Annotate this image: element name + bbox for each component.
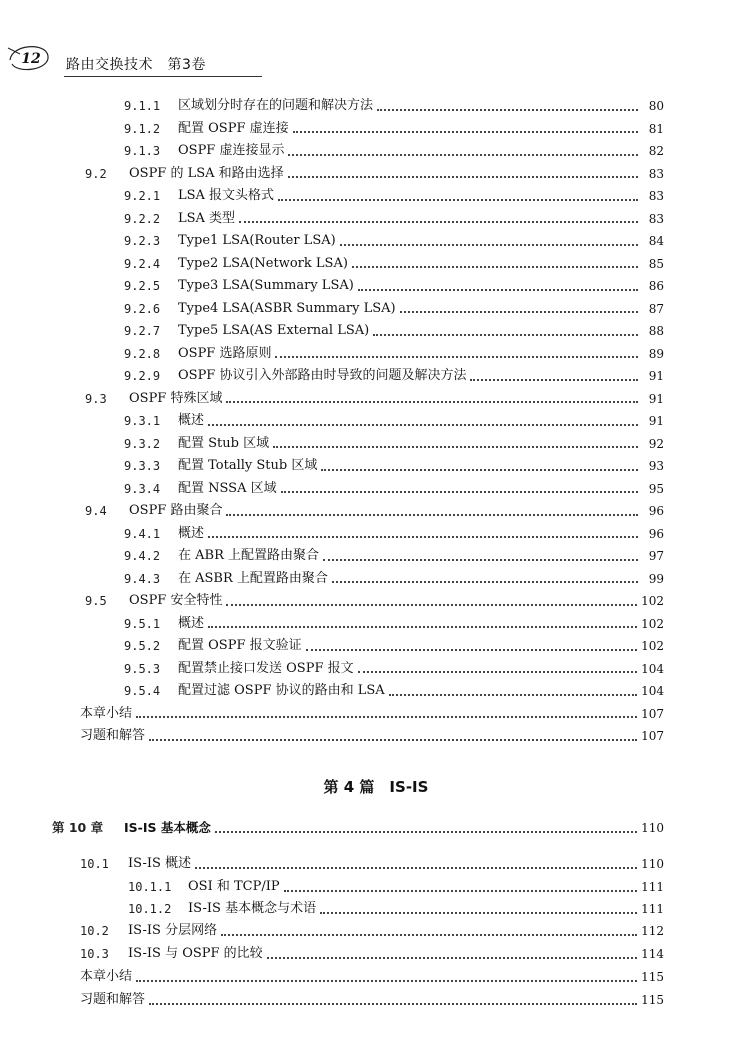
toc-entry-title: IS-IS 分层网络 bbox=[128, 923, 218, 938]
toc-entry bbox=[124, 434, 664, 454]
toc-entry bbox=[124, 411, 664, 431]
toc-entry-number: 10.3 bbox=[80, 947, 109, 961]
toc-entry-page: 93 bbox=[648, 459, 664, 473]
toc-entry-title: 在 ABR 上配置路由聚合 bbox=[178, 548, 319, 563]
toc-entry-number: 9.2 bbox=[85, 166, 107, 181]
toc-entry bbox=[80, 726, 664, 746]
toc-entry-number: 10.1.1 bbox=[128, 880, 172, 894]
toc-entry-page: 87 bbox=[648, 301, 664, 316]
dot-leader bbox=[293, 130, 638, 133]
toc-entry bbox=[124, 276, 664, 296]
toc-entry-title: Type2 LSA(Network LSA) bbox=[178, 255, 348, 271]
toc-entry-title: 在 ASBR 上配置路由聚合 bbox=[178, 570, 328, 586]
toc-entry bbox=[124, 186, 664, 206]
toc-entry-number: 9.2.7 bbox=[124, 324, 161, 338]
dot-leader bbox=[136, 715, 637, 718]
toc-entry bbox=[85, 164, 664, 184]
toc-entry bbox=[80, 704, 664, 724]
toc-entry-title: 本章小结 bbox=[80, 705, 133, 721]
toc-entry bbox=[80, 854, 664, 874]
toc-entry-page: 91 bbox=[648, 391, 664, 406]
toc-entry bbox=[124, 231, 664, 251]
toc-entry-page: 104 bbox=[641, 684, 664, 698]
toc-entry-title: LSA 类型 bbox=[178, 210, 236, 226]
toc-entry-page: 107 bbox=[641, 706, 664, 721]
toc-entry-title: 本章小结 bbox=[80, 969, 133, 984]
toc-entry bbox=[124, 344, 664, 364]
toc-entry-title: Type3 LSA(Summary LSA) bbox=[178, 278, 354, 293]
toc-entry-page: 84 bbox=[648, 234, 664, 248]
toc-entry bbox=[124, 321, 664, 341]
toc-entry-page: 83 bbox=[648, 211, 664, 226]
toc-entry bbox=[85, 389, 664, 409]
toc-entry-number: 9.5.2 bbox=[124, 639, 161, 653]
toc-entry-number: 9.4 bbox=[85, 504, 107, 518]
toc-entry-page: 115 bbox=[641, 970, 664, 984]
dot-leader bbox=[470, 378, 638, 381]
dot-leader bbox=[149, 738, 637, 741]
toc-entry-title: 配置 Totally Stub 区域 bbox=[178, 458, 318, 473]
toc-entry bbox=[124, 96, 664, 116]
toc-entry-title: OSPF 选路原则 bbox=[178, 345, 272, 361]
toc-entry bbox=[124, 141, 664, 161]
dot-leader bbox=[306, 648, 637, 651]
toc-entry-title: IS-IS 与 OSPF 的比较 bbox=[128, 946, 263, 961]
dot-leader bbox=[267, 956, 637, 959]
toc-entry-number: 9.5.3 bbox=[124, 661, 161, 676]
toc-entry bbox=[124, 209, 664, 229]
header-rule bbox=[64, 76, 262, 77]
toc-entry-number: 9.4.2 bbox=[124, 549, 161, 563]
toc-entry-number: 9.4.1 bbox=[124, 526, 161, 541]
toc-entry-title: LSA 报文头格式 bbox=[178, 188, 275, 203]
toc-entry-page: 110 bbox=[641, 821, 664, 835]
dot-leader bbox=[389, 693, 637, 696]
dot-leader bbox=[284, 889, 638, 892]
toc-entry-title: 区域划分时存在的问题和解决方法 bbox=[178, 98, 374, 113]
toc-entry-title: 配置过滤 OSPF 协议的路由和 LSA bbox=[178, 683, 385, 698]
toc-entry-page: 110 bbox=[641, 857, 664, 871]
toc-entry-title: OSPF 的 LSA 和路由选择 bbox=[129, 165, 284, 181]
toc-entry-page: 111 bbox=[641, 902, 664, 916]
toc-entry-title: 配置 OSPF 虚连接 bbox=[178, 120, 289, 136]
dot-leader bbox=[323, 558, 638, 561]
dot-leader bbox=[208, 423, 638, 426]
toc-entry-page: 85 bbox=[648, 256, 664, 271]
toc-entry-number: 第 10 章 bbox=[52, 820, 104, 835]
toc-entry-page: 102 bbox=[641, 639, 664, 653]
toc-entry-page: 91 bbox=[648, 369, 664, 383]
toc-entry bbox=[124, 524, 664, 544]
dot-leader bbox=[340, 243, 638, 246]
toc-entry-title: 配置 Stub 区域 bbox=[178, 435, 270, 451]
dot-leader bbox=[373, 333, 638, 336]
toc-entry-page: 97 bbox=[648, 549, 664, 563]
page-number: 12 bbox=[21, 51, 41, 67]
toc-entry bbox=[80, 990, 664, 1010]
toc-entry-title: IS-IS 基本概念与术语 bbox=[188, 901, 317, 916]
toc-entry-number: 9.1.2 bbox=[124, 121, 161, 136]
toc-entry-page: 82 bbox=[648, 144, 664, 158]
toc-entry-page: 96 bbox=[648, 526, 664, 541]
toc-entry-page: 114 bbox=[641, 947, 664, 961]
dot-leader bbox=[195, 866, 637, 869]
toc-entry-page: 102 bbox=[641, 616, 664, 631]
toc-entry-title: OSPF 安全特性 bbox=[129, 593, 223, 608]
dot-leader bbox=[208, 625, 637, 628]
dot-leader bbox=[320, 911, 637, 914]
toc-entry bbox=[80, 944, 664, 964]
toc-entry-title: IS-IS 基本概念 bbox=[124, 820, 211, 835]
toc-entry-number: 9.3.1 bbox=[124, 414, 161, 428]
dot-leader bbox=[377, 108, 638, 111]
toc-entry-title: 概述 bbox=[178, 413, 205, 428]
dot-leader bbox=[136, 979, 637, 982]
toc-entry-title: Type5 LSA(AS External LSA) bbox=[178, 323, 370, 338]
toc-entry-number: 9.2.9 bbox=[124, 369, 161, 383]
toc-entry-title: 配置 OSPF 报文验证 bbox=[178, 638, 302, 653]
dot-leader bbox=[358, 670, 637, 673]
toc-entry-number: 9.5.4 bbox=[124, 684, 161, 698]
toc-entry-title: Type1 LSA(Router LSA) bbox=[178, 233, 336, 248]
toc-entry-title: OSPF 协议引入外部路由时导致的问题及解决方法 bbox=[178, 368, 467, 383]
toc-entry bbox=[80, 967, 664, 987]
toc-entry-title: OSPF 路由聚合 bbox=[129, 503, 223, 518]
toc-entry-page: 107 bbox=[641, 729, 664, 743]
page-header bbox=[0, 40, 300, 80]
toc-entry-title: IS-IS 概述 bbox=[128, 856, 192, 871]
dot-leader bbox=[275, 355, 638, 358]
toc-entry bbox=[124, 366, 664, 386]
toc-entry-number: 9.5 bbox=[85, 594, 107, 608]
toc-entry-page: 112 bbox=[641, 924, 664, 938]
dot-leader bbox=[208, 535, 638, 538]
toc-entry-number: 9.3 bbox=[85, 391, 107, 406]
dot-leader bbox=[149, 1002, 637, 1005]
toc-entry bbox=[52, 818, 664, 838]
part-title: 第 4 篇 IS-IS bbox=[323, 778, 429, 796]
toc-entry bbox=[124, 254, 664, 274]
dot-leader bbox=[273, 445, 638, 448]
toc-entry bbox=[80, 921, 664, 941]
toc-entry bbox=[124, 636, 664, 656]
dot-leader bbox=[352, 265, 638, 268]
toc-entry-number: 10.2 bbox=[80, 924, 109, 938]
dot-leader bbox=[226, 603, 637, 606]
toc-entry bbox=[124, 569, 664, 589]
dot-leader bbox=[321, 468, 638, 471]
toc-entry-number: 9.1.1 bbox=[124, 99, 161, 113]
toc-entry-number: 9.2.4 bbox=[124, 256, 161, 271]
dot-leader bbox=[239, 220, 638, 223]
toc-entry-title: OSI 和 TCP/IP bbox=[188, 879, 280, 894]
toc-entry-number: 9.2.1 bbox=[124, 189, 161, 203]
toc-entry-title: 配置 NSSA 区域 bbox=[178, 480, 277, 496]
dot-leader bbox=[226, 513, 638, 516]
toc-entry-title: 概述 bbox=[178, 615, 205, 631]
toc-entry-number: 9.3.4 bbox=[124, 481, 161, 496]
toc-entry bbox=[124, 546, 664, 566]
dot-leader bbox=[281, 490, 638, 493]
toc-entry-page: 111 bbox=[641, 880, 664, 894]
toc-entry-number: 10.1.2 bbox=[128, 902, 172, 916]
toc-entry-page: 83 bbox=[648, 166, 664, 181]
toc-entry-page: 83 bbox=[648, 189, 664, 203]
toc-entry-number: 9.2.6 bbox=[124, 301, 161, 316]
toc-entry-page: 89 bbox=[648, 346, 664, 361]
toc-entry-number: 9.5.1 bbox=[124, 616, 161, 631]
toc-entry bbox=[124, 681, 664, 701]
toc-entry-number: 9.2.3 bbox=[124, 234, 161, 248]
toc-entry-page: 91 bbox=[648, 414, 664, 428]
dot-leader bbox=[288, 153, 638, 156]
toc-entry-page: 81 bbox=[648, 121, 664, 136]
toc-entry-number: 10.1 bbox=[80, 857, 109, 871]
toc-entry-number: 9.3.2 bbox=[124, 436, 161, 451]
toc-entry-page: 92 bbox=[648, 436, 664, 451]
toc-entry-page: 99 bbox=[648, 571, 664, 586]
toc-entry-page: 86 bbox=[648, 279, 664, 293]
toc-entry-title: OSPF 虚连接显示 bbox=[178, 143, 285, 158]
dot-leader bbox=[278, 198, 638, 201]
toc-entry-number: 9.2.5 bbox=[124, 279, 161, 293]
toc-entry-page: 102 bbox=[641, 594, 664, 608]
toc-entry-page: 104 bbox=[641, 661, 664, 676]
toc-entry-page: 88 bbox=[648, 324, 664, 338]
dot-leader bbox=[221, 933, 637, 936]
toc-entry-title: 配置禁止接口发送 OSPF 报文 bbox=[178, 660, 354, 676]
toc-entry bbox=[124, 659, 664, 679]
toc-entry-title: 习题和解答 bbox=[80, 728, 146, 743]
toc-entry-page: 95 bbox=[648, 481, 664, 496]
dot-leader bbox=[226, 400, 638, 403]
toc-entry bbox=[124, 299, 664, 319]
toc-entry bbox=[124, 456, 664, 476]
toc-entry-page: 80 bbox=[648, 99, 664, 113]
toc-entry-number: 9.2.2 bbox=[124, 211, 161, 226]
toc-entry bbox=[128, 899, 664, 919]
toc-entry bbox=[85, 591, 664, 611]
toc-entry-number: 9.2.8 bbox=[124, 346, 161, 361]
dot-leader bbox=[288, 175, 638, 178]
dot-leader bbox=[215, 830, 637, 833]
toc-entry bbox=[124, 479, 664, 499]
toc-entry-page: 115 bbox=[641, 993, 664, 1007]
toc-entry-title: OSPF 特殊区域 bbox=[129, 390, 223, 406]
dot-leader bbox=[332, 580, 638, 583]
toc-entry bbox=[85, 501, 664, 521]
toc-entry-number: 9.4.3 bbox=[124, 571, 161, 586]
toc-entry bbox=[124, 119, 664, 139]
dot-leader bbox=[400, 310, 638, 313]
toc-entry-title: 习题和解答 bbox=[80, 992, 146, 1007]
toc-entry-title: Type4 LSA(ASBR Summary LSA) bbox=[178, 300, 396, 316]
toc-entry-title: 概述 bbox=[178, 525, 205, 541]
toc-entry-number: 9.3.3 bbox=[124, 459, 161, 473]
toc-entry-number: 9.1.3 bbox=[124, 144, 161, 158]
toc-entry bbox=[124, 614, 664, 634]
book-title: 路由交换技术 第3卷 bbox=[66, 57, 206, 73]
toc-entry bbox=[128, 877, 664, 897]
dot-leader bbox=[358, 288, 638, 291]
toc-entry-page: 96 bbox=[648, 504, 664, 518]
